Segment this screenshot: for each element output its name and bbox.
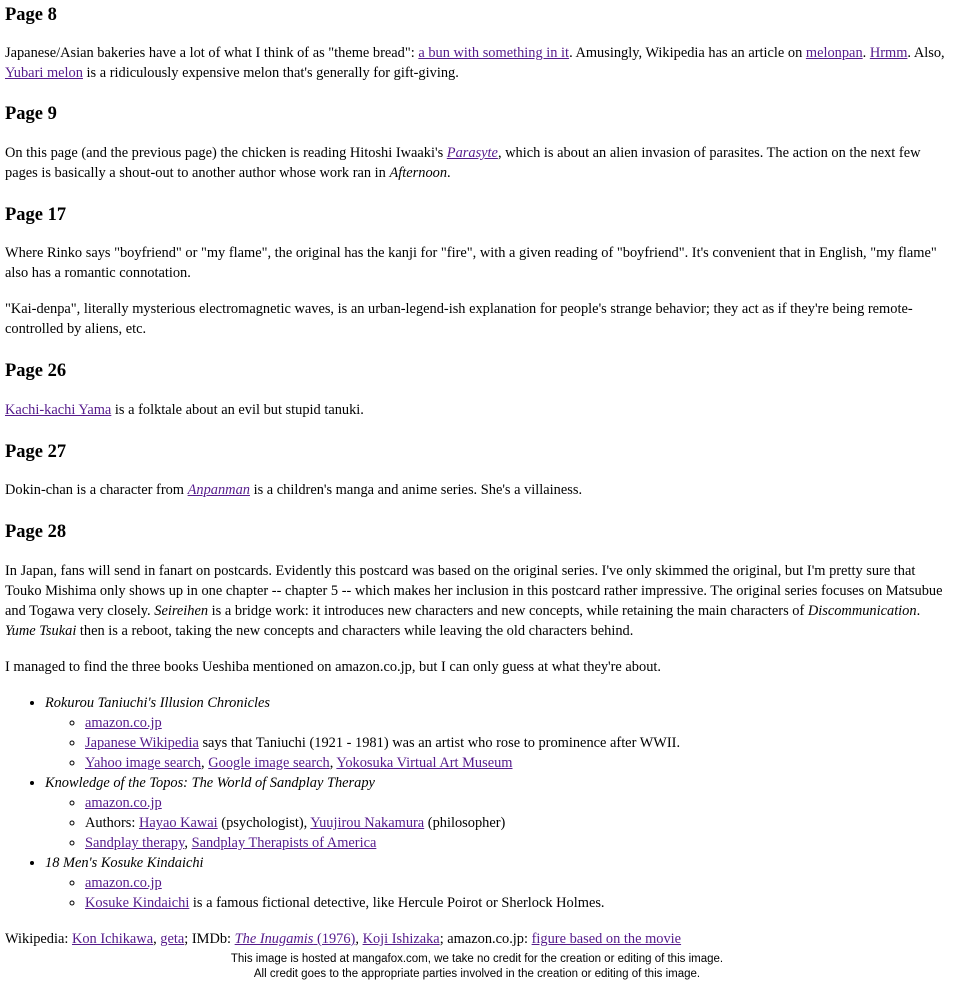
link-japanese-wikipedia[interactable]: Japanese Wikipedia — [85, 735, 199, 751]
page-17-paragraph-2: "Kai-denpa", literally mysterious electromagnetic waves, is an urban-legend-ish explanation for people's strange behavior; they act as if they're being remote-controlled by aliens, etc. — [5, 301, 913, 337]
list-item — [85, 733, 949, 753]
book-sublist — [45, 793, 949, 853]
link-yokosuka-museum[interactable]: Yokosuka Virtual Art Museum — [336, 755, 513, 771]
book-title: Knowledge of the Topos: The World of Sandplay Therapy — [45, 775, 375, 791]
text-segment: . — [447, 165, 451, 181]
inugamis-year: (1976) — [313, 931, 356, 947]
list-item — [85, 813, 949, 833]
text-segment: , which is about an alien invasion of parasites. The action on the next few pages is basically a shout-out to another author whose work ran in — [5, 145, 921, 181]
page-8-paragraph — [5, 43, 949, 83]
separator: , — [355, 931, 363, 947]
text-segment: Japanese/Asian bakeries have a lot of what I think of as "theme bread": — [5, 45, 419, 61]
separator: , — [184, 835, 192, 851]
title-afternoon: Afternoon — [389, 165, 448, 181]
text-segment: is a famous fictional detective, like Hercule Poirot or Sherlock Holmes. — [189, 895, 605, 911]
text-segment: is a bridge work: it introduces new characters and new concepts, while retaining the main characters of — [208, 603, 808, 619]
link-yubari-melon[interactable]: Yubari melon — [5, 65, 83, 81]
heading-page-26: Page 26 — [5, 361, 67, 381]
list-item — [85, 893, 949, 913]
text-segment: In Japan, fans will send in fanart on postcards. Evidently this postcard was based on the original series. I've only skimmed the original, but I'm pretty sure that Touko Mishima only shows up in one chapter -- chapter 5 -- which makes her inclusion in this postcard rather impressive. The original series focuses on Matsubue and Togawa very closely. — [5, 563, 943, 619]
link-the-inugamis[interactable] — [235, 931, 356, 947]
link-bun[interactable]: a bun with something in it — [418, 45, 570, 61]
list-item — [85, 793, 949, 813]
book-sublist — [45, 713, 949, 773]
link-geta[interactable]: geta — [160, 931, 185, 947]
link-kon-ichikawa[interactable]: Kon Ichikawa — [71, 931, 154, 947]
link-google-image-search[interactable]: Google image search — [208, 755, 330, 771]
book-title: Rokurou Taniuchi's Illusion Chronicles — [45, 695, 270, 711]
text-segment: says that Taniuchi (1921 - 1981) was an artist who rose to prominence after WWII. — [198, 735, 681, 751]
link-hayao-kawai[interactable]: Hayao Kawai — [138, 815, 218, 831]
text-segment: then is a reboot, taking the new concepts and characters while leaving the old characters behind. — [76, 623, 634, 639]
link-amazon[interactable]: amazon.co.jp — [85, 875, 162, 891]
title-yume-tsukai: Yume Tsukai — [5, 623, 77, 639]
list-item — [85, 873, 949, 893]
text-segment: Dokin-chan is a character from — [5, 482, 188, 498]
watermark-line-2: All credit goes to the appropriate parties involved in the creation or editing of this image. — [253, 968, 701, 980]
page-28-paragraph-2: I managed to find the three books Ueshiba mentioned on amazon.co.jp, but I can only guess at what they're about. — [5, 659, 661, 675]
heading-page-9: Page 9 — [5, 104, 57, 124]
link-melonpan[interactable]: melonpan — [805, 45, 863, 61]
link-kosuke-kindaichi[interactable]: Kosuke Kindaichi — [85, 895, 190, 911]
title-seireihen: Seireihen — [154, 603, 209, 619]
heading-page-28: Page 28 — [5, 522, 67, 542]
books-list — [5, 693, 949, 913]
list-item — [85, 833, 949, 853]
label-wikipedia: Wikipedia: — [5, 931, 72, 947]
page-17-paragraph-1: Where Rinko says "boyfriend" or "my flame", the original has the kanji for "fire", with a given reading of "boyfriend". It's convenient that in English, "my flame" also has a romantic connotation. — [5, 245, 937, 281]
title-discommunication: Discommunication — [807, 603, 917, 619]
text-segment: . Amusingly, Wikipedia has an article on — [569, 45, 806, 61]
list-item — [85, 753, 949, 773]
heading-page-27: Page 27 — [5, 442, 67, 462]
link-hrmm[interactable]: Hrmm — [869, 45, 908, 61]
references-line — [5, 929, 949, 949]
text-segment: (psychologist), — [217, 815, 311, 831]
books-list-outer — [5, 693, 949, 913]
link-amazon[interactable]: amazon.co.jp — [85, 795, 162, 811]
link-yahoo-image-search[interactable]: Yahoo image search — [85, 755, 202, 771]
inugamis-title: The Inugamis — [234, 931, 314, 947]
separator: , — [201, 755, 209, 771]
page-28-paragraph-1 — [5, 561, 949, 641]
link-kachi-kachi-yama[interactable]: Kachi-kachi Yama — [5, 402, 112, 418]
separator: , — [329, 755, 337, 771]
link-amazon[interactable]: amazon.co.jp — [85, 715, 162, 731]
text-segment: . — [916, 603, 921, 619]
text-segment: is a ridiculously expensive melon that's generally for gift-giving. — [82, 65, 459, 81]
book-sublist — [45, 873, 949, 913]
link-sandplay-therapy[interactable]: Sandplay therapy — [85, 835, 185, 851]
text-segment: is a folktale about an evil but stupid tanuki. — [111, 402, 364, 418]
link-yuujirou-nakamura[interactable]: Yuujirou Nakamura — [310, 815, 425, 831]
page-26-paragraph — [5, 400, 949, 420]
link-anpanman[interactable]: Anpanman — [187, 482, 250, 498]
label-amazon: ; amazon.co.jp: — [439, 931, 532, 947]
link-figure-based-on-movie[interactable]: figure based on the movie — [531, 931, 682, 947]
book-title: 18 Men's Kosuke Kindaichi — [45, 855, 204, 871]
label-imdb: ; IMDb: — [184, 931, 235, 947]
text-segment: is a children's manga and anime series. She's a villainess. — [249, 482, 583, 498]
link-sandplay-therapists[interactable]: Sandplay Therapists of America — [191, 835, 377, 851]
heading-page-17: Page 17 — [5, 205, 67, 225]
authors-label: Authors: — [85, 815, 139, 831]
hosting-watermark — [0, 952, 954, 982]
book-item — [45, 693, 949, 773]
page-27-paragraph — [5, 480, 949, 500]
text-segment: . — [862, 45, 870, 61]
link-koji-ishizaka[interactable]: Koji Ishizaka — [362, 931, 440, 947]
book-item — [45, 853, 949, 913]
list-item — [85, 713, 949, 733]
separator: , — [153, 931, 161, 947]
page-9-paragraph — [5, 143, 949, 183]
text-segment: On this page (and the previous page) the chicken is reading Hitoshi Iwaaki's — [5, 145, 447, 161]
text-segment: (philosopher) — [424, 815, 506, 831]
watermark-line-1: This image is hosted at mangafox.com, we take no credit for the creation or editing of this image. — [230, 953, 724, 965]
text-segment: . Also, — [907, 45, 945, 61]
heading-page-8: Page 8 — [5, 5, 57, 25]
link-parasyte[interactable]: Parasyte — [446, 145, 498, 161]
book-item — [45, 773, 949, 853]
